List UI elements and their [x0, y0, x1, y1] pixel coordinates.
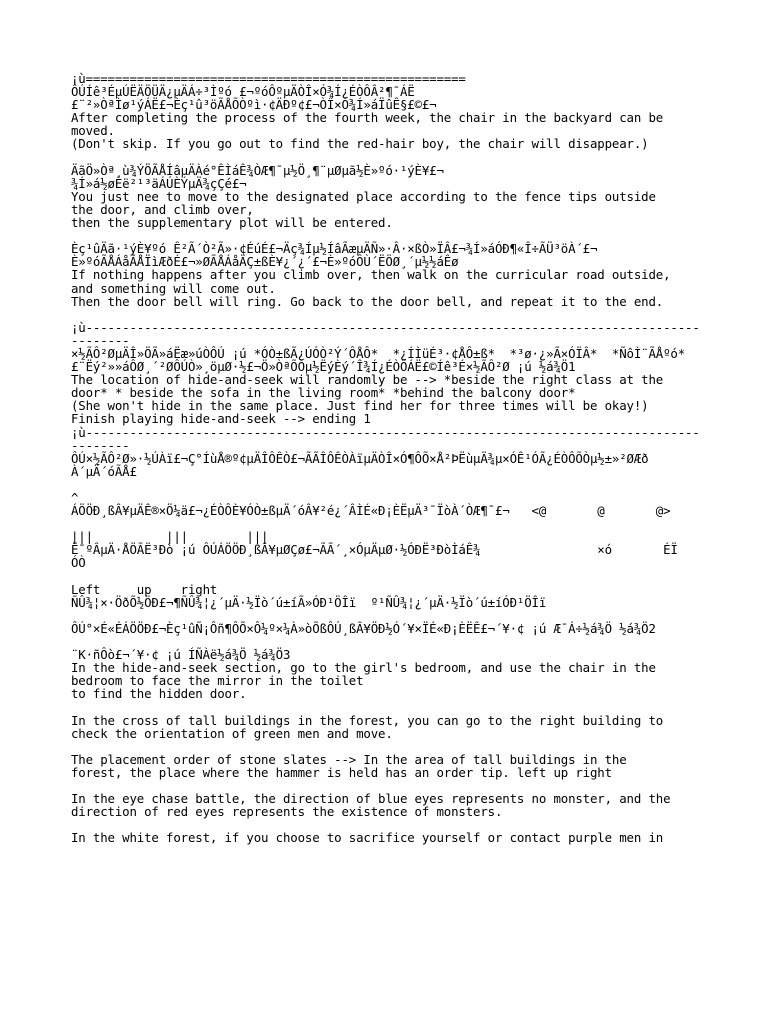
text-line: È»ºóÃÅÁåÃÅÏìÆðÉ£¬»ØÃÅÁåÄÇ±ßÈ¥¿´¿´£¬È»ºóÔÙ´ËÖØ¸´µ½½áÊø — [71, 254, 459, 270]
text-line — [71, 151, 761, 164]
text-line: ¡ù------------------------------------------------------------------------------------ — [71, 319, 700, 335]
text-line — [71, 740, 761, 753]
text-line: Then the door bell will ring. Go back to the door bell, and repeat it to the end. — [71, 293, 664, 309]
text-line: ||| ||| ||| — [71, 529, 269, 545]
text-line: £¨²»ÒªÌø¹ýÁË£¬Èç¹û³öÃÅÕÒºì·¢ÄÐº¢£¬ÒÎ×Ó¾Í»áÏûÊ§£©£¬ — [71, 97, 437, 113]
text-line: In the hide-and-seek section, go to the girl's bedroom, and use the chair in the — [71, 660, 656, 676]
text-line: After completing the process of the fourth week, the chair in the backyard can be — [71, 110, 664, 126]
text-line: ÄãÖ»Òª¸ù¾ÝÖÃÅÍâµÄÀé°ÊÌáÊ¾ÒÆ¶¯µ½Ö¸¶¨µØµã½È»ºó·¹ýÈ¥£¬ — [71, 162, 444, 178]
text-line: -------- — [71, 437, 130, 453]
text-line: the door, and climb over, — [71, 201, 254, 217]
text-line — [71, 478, 761, 491]
text-line: -------- — [71, 332, 130, 348]
text-line — [71, 701, 761, 714]
text-line: ÁÖÖÐ¸ßÂ¥µÄÊ®×Ö¼ä£¬¿ÉÒÔÈ¥ÓÒ±ßµÄ´óÂ¥²é¿´ÂÌÉ«Ð¡ÈËµÄ³¯ÏòÀ´ÒÆ¶¯£¬ <@ @ @> — [71, 503, 671, 519]
text-line: If nothing happens after you climb over, then walk on the curricular road outside, — [71, 267, 671, 283]
text-line: direction of red eyes represents the existence of monsters. — [71, 804, 503, 820]
text-line: moved. — [71, 123, 115, 139]
text-line: The placement order of stone slates --> In the area of tall buildings in the — [71, 751, 627, 767]
text-line: bedroom to face the mirror in the toilet — [71, 673, 364, 689]
text-line: You just nee to move to the designated place according to the fence tips outside — [71, 188, 656, 204]
text-line: In the white forest, if you choose to sacrifice yourself or contact purple men in — [71, 830, 664, 846]
text-line: ÓÒ — [71, 555, 86, 571]
text-line: ¡ù==================================================== — [71, 71, 466, 86]
text-line: forest, the place where the hammer is held has an order tip. left up right — [71, 764, 612, 780]
text-line: ×½ÃÔ²ØµÄÎ»ÖÃ»áËæ»úÒÔÚ ¡ú *ÓÒ±ßÃ¿ÚÓÒ²Ý´ÔÅÔ* *¿ÍÌüÉ³·¢ÅÔ±ß* *³ø·¿»Ã×ÓÏÂ* *ÑôÌ¨ÃÅºó* — [71, 345, 686, 361]
text-line: then the supplementary plot will be entered. — [71, 215, 393, 231]
text-line — [71, 308, 761, 321]
text-line: check the orientation of green men and move. — [71, 725, 393, 741]
text-line: £¨Ëý²»»áÔØ¸´²ØÔÚÒ»¸öµØ·½£¬Ö»ÒªÕÒµ½ËýÈý´Î¾Í¿ÉÒÔÁË£©Íê³É×½ÃÔ²Ø ¡ú ½á¾Ö1 — [71, 359, 576, 375]
text-line: (She won't hide in the same place. Just find her for three times will be okay!) — [71, 398, 649, 414]
text-line: Left up right — [71, 581, 218, 597]
text-line: (Don't skip. If you go out to find the red-hair boy, the chair will disappear.) — [71, 136, 649, 152]
text-line: ¡ù------------------------------------------------------------------------------------ — [71, 424, 700, 440]
text-line: and something will come out. — [71, 280, 276, 296]
text-line — [71, 570, 761, 583]
text-line: ÑÛ¾¦×·ÖðÕ½ÖÐ£¬¶ÑÛ¾¦¿´µÄ·½Ïò´ú±íÃ»ÓÐ¹ÖÎï º¹ÑÛ¾¦¿´µÄ·½Ïò´ú±íÓÐ¹ÖÎï — [71, 594, 547, 610]
text-line — [71, 609, 761, 622]
text-line: ÔÚ°×É«ÉÁÖÖÐ£¬Èç¹ûÑ¡Ôñ¶ÔÕ×Ô¼º×¼À»òÕßÔÚ¸ßÂ¥ÖÐ½Ó´¥×ÏÉ«Ð¡ÈËÊ£¬´¥·¢ ¡ú Æ¯Á÷½á¾Ö ½á¾Ö2 — [71, 620, 656, 636]
text-line: ÔÚÍê³ÉµÚËÄÖÜÄ¿µÄÁ÷³Ìºó £¬ºóÔºµÄÒÎ×Ó¾Í¿ÉÒÔÂ²¶¯ÁË — [71, 84, 415, 100]
text-line: Èç¹ûÄã·¹ýÈ¥ºó Ê²Ã´Ò²Ã»·¢ÉúÉ£¬Äç¾Íµ½ÍâÃæµÄÑ»·Â·×ßÒ»ÏÂ£¬¾Í»áÓÐ¶«Î÷ÃÜ³öÀ´£¬ — [71, 241, 598, 257]
text-line: Finish playing hide-and-seek --> ending 1 — [71, 411, 371, 427]
text-line: The location of hide-and-seek will randomly be --> *beside the right class at the — [71, 372, 664, 388]
text-line: ¨K·ñÔò£¬´¥·¢ ¡ú ÍÑÀë½á¾Ö ½á¾Ö3 — [71, 647, 291, 663]
text-line: In the cross of tall buildings in the forest, you can go to the right building to — [71, 712, 664, 728]
text-line: door* * beside the sofa in the living room* *behind the balcony door* — [71, 385, 576, 401]
text-line: to find the hidden door. — [71, 686, 247, 702]
document-text — [71, 72, 761, 845]
text-line: Ë¯ºÂµÄ·ÅÖÃË³Ðò ¡ú ÔÚÁÖÖÐ¸ßÂ¥µØÇø£¬ÃÃ´¸×ÓµÄµØ·½ÓÐË³ÐòÌáÊ¾ ×ó ÉÏ — [71, 542, 678, 558]
text-line: In the eye chase battle, the direction of blue eyes represents no monster, and the — [71, 791, 671, 807]
text-line: ¾Í»á½øÈë²¹³äÁÚÈÝµÄ¾çÇé£¬ — [71, 175, 247, 191]
text-line: À´µÄ´óÃÅ£ — [71, 463, 137, 479]
text-line: ÔÚ×½ÃÔ²Ø»·½ÚÀï£¬Ç°ÍùÅ®º¢µÄÎÔÊÒ£¬ÃÃÎÔÊÒÀïµÄÒÎ×Ó¶ÔÕ×Å²ÞËùµÄ¾µ×ÓÊ¹ÓÃ¿ÉÒÔÕÒµ½±»²ØÆð — [71, 450, 649, 466]
text-line: ^ — [71, 490, 79, 505]
